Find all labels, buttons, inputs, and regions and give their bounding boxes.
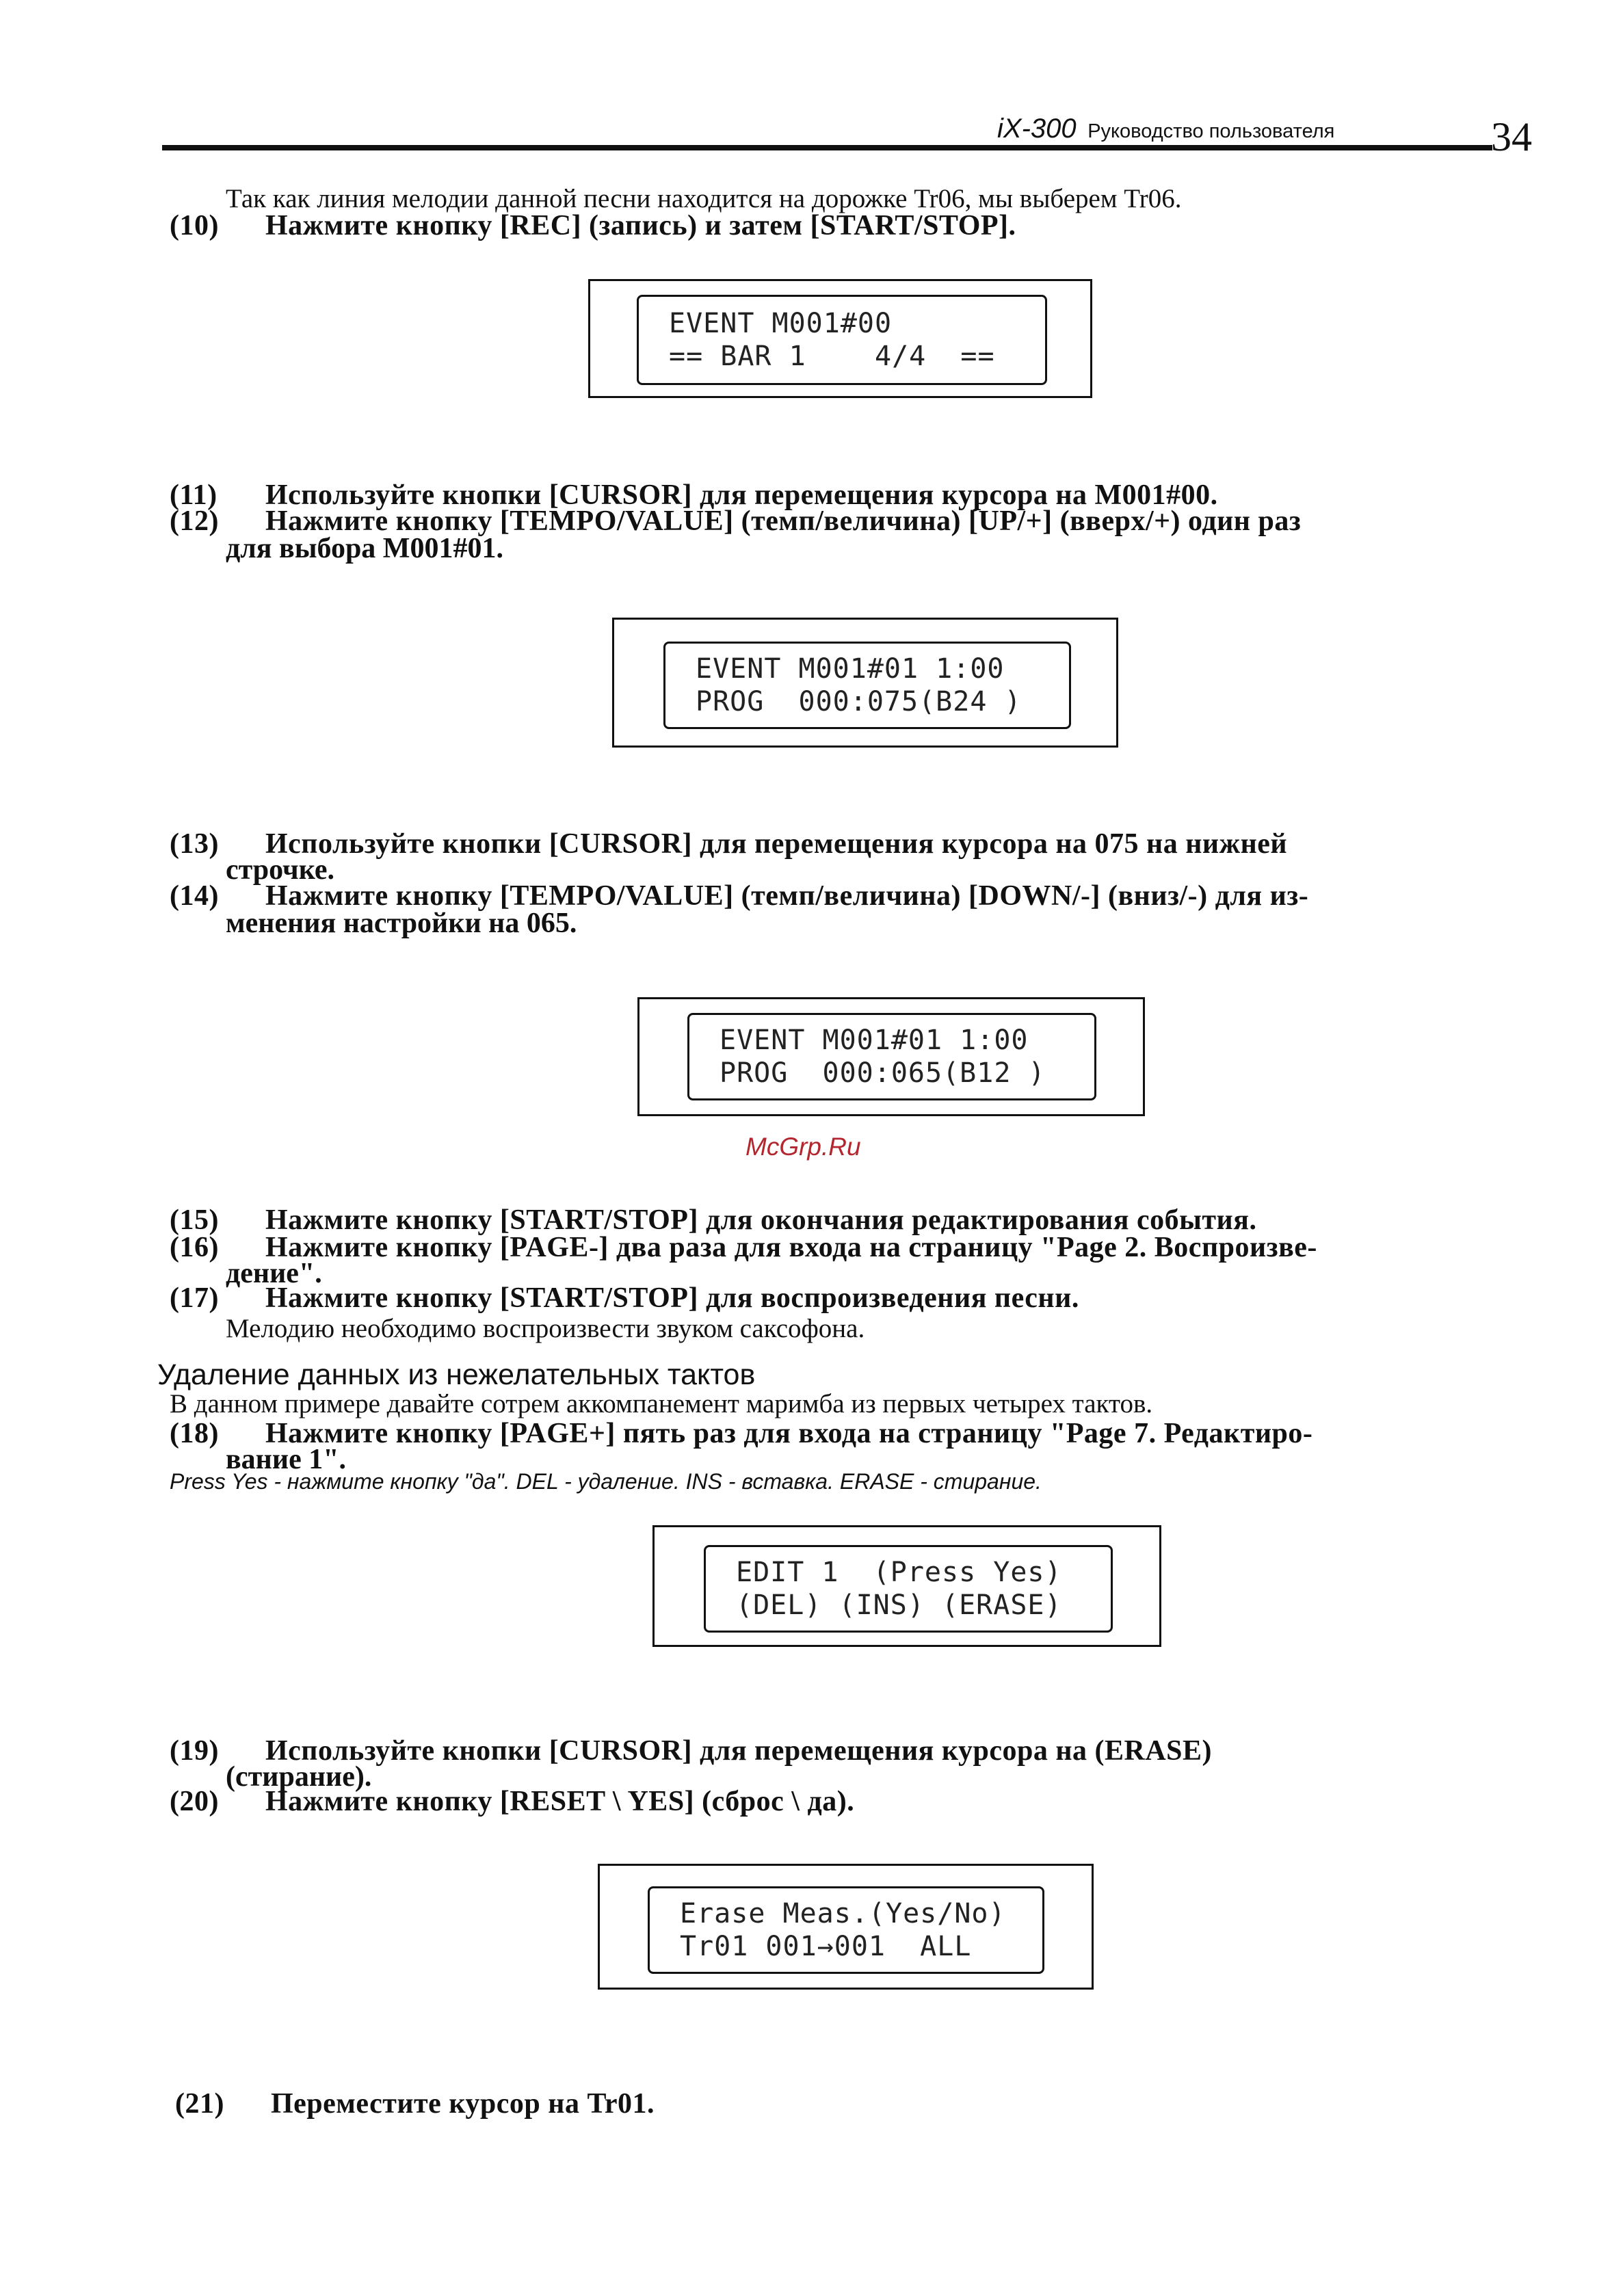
step-14-continuation: менения настройки на 065.	[226, 908, 577, 939]
step-12-continuation: для выбора M001#01.	[226, 533, 503, 564]
lcd-line-2: PROG 000:065(B12 )	[720, 1057, 1046, 1089]
header-subtitle: Руководство пользователя	[1087, 120, 1335, 142]
step-17	[170, 1282, 1079, 1315]
step-number: (15)	[170, 1204, 219, 1236]
section-title: Удаление данных из нежелательных тактов	[157, 1358, 756, 1391]
step-text: Переместите курсор на Tr01.	[271, 2088, 655, 2120]
lcd-display-4	[652, 1525, 1161, 1647]
step-18-continuation: вание 1".	[226, 1444, 347, 1475]
step-text: Нажмите кнопку [TEMPO/VALUE] (темп/величина) [UP/+] (вверх/+) один раз	[265, 505, 1302, 537]
step-text: Используйте кнопки [CURSOR] для перемещения курсора на (ERASE)	[265, 1735, 1213, 1767]
step-text: Используйте кнопки [CURSOR] для перемещения курсора на M001#00.	[265, 479, 1218, 511]
lcd-display-3	[637, 997, 1145, 1116]
step-number: (10)	[170, 210, 219, 241]
step-19-continuation: (стирание).	[226, 1761, 372, 1793]
note-saxophone: Мелодию необходимо воспроизвести звуком саксофона.	[226, 1314, 865, 1343]
lcd-screen	[704, 1545, 1113, 1633]
page-header	[997, 114, 1334, 144]
step-text: Нажмите кнопку [REC] (запись) и затем [START/STOP].	[265, 210, 1016, 241]
lcd-line-1: EVENT M001#01 1:00	[696, 653, 1005, 685]
lcd-line-2: == BAR 1 4/4 ==	[669, 341, 995, 372]
lcd-display-5	[598, 1864, 1094, 1990]
step-text: Нажмите кнопку [START/STOP] для воспроизведения песни.	[265, 1282, 1079, 1314]
step-text: Нажмите кнопку [PAGE+] пять раз для входа на страницу "Page 7. Редактиро-	[265, 1418, 1313, 1449]
step-number: (20)	[170, 1786, 219, 1817]
step-text: Нажмите кнопку [TEMPO/VALUE] (темп/величина) [DOWN/-] (вниз/-) для из-	[265, 880, 1309, 912]
step-text: Нажмите кнопку [PAGE-] два раза для входа на страницу "Page 2. Воспроизве-	[265, 1232, 1317, 1263]
lcd-screen	[637, 295, 1047, 385]
step-20	[170, 1785, 854, 1818]
header-rule	[162, 145, 1492, 150]
step-16-continuation: дение".	[226, 1258, 322, 1289]
lcd-screen	[687, 1013, 1096, 1100]
lcd-screen	[648, 1886, 1044, 1974]
lcd-line-1: EVENT M001#01 1:00	[720, 1025, 1029, 1056]
step-number: (18)	[170, 1418, 219, 1449]
lcd-line-2: Tr01 001→001 ALL	[680, 1931, 972, 1962]
key-caption: Press Yes - нажмите кнопку "да". DEL - удаление. INS - вставка. ERASE - стирание.	[170, 1469, 1042, 1494]
step-13-continuation: строчке.	[226, 854, 335, 886]
lcd-display-1	[588, 279, 1092, 398]
lcd-line-1: EVENT M001#00	[669, 308, 893, 339]
step-text: Нажмите кнопку [RESET \ YES] (сброс \ да).	[265, 1786, 855, 1817]
step-number: (16)	[170, 1232, 219, 1263]
step-text: Нажмите кнопку [START/STOP] для окончания редактирования события.	[265, 1204, 1257, 1236]
step-number: (19)	[170, 1735, 219, 1767]
lcd-screen	[663, 642, 1071, 729]
step-number: (21)	[175, 2088, 224, 2120]
step-text: Используйте кнопки [CURSOR] для перемещения курсора на 075 на нижней	[265, 828, 1288, 860]
step-number: (11)	[170, 479, 217, 511]
page-number: 34	[1491, 114, 1532, 159]
lcd-line-2: (DEL) (INS) (ERASE)	[736, 1589, 1062, 1621]
lcd-line-1: EDIT 1 (Press Yes)	[736, 1557, 1062, 1588]
step-number: (12)	[170, 505, 219, 537]
step-10	[170, 209, 1016, 242]
step-16	[170, 1231, 1317, 1264]
lcd-line-2: PROG 000:075(B24 )	[696, 686, 1022, 717]
step-number: (13)	[170, 828, 219, 860]
step-13	[170, 828, 1287, 860]
intro-text: Так как линия мелодии данной песни находится на дорожке Tr06, мы выберем Tr06.	[226, 184, 1182, 213]
section-intro: В данном примере давайте сотрем аккомпанемент маримба из первых четырех тактов.	[170, 1389, 1153, 1418]
lcd-display-2	[612, 618, 1118, 748]
watermark-text: McGrp.Ru	[745, 1133, 861, 1161]
step-number: (14)	[170, 880, 219, 912]
header-model: iX-300	[997, 114, 1077, 144]
lcd-line-1: Erase Meas.(Yes/No)	[680, 1898, 1006, 1929]
step-21	[175, 2087, 655, 2120]
step-number: (17)	[170, 1282, 219, 1314]
